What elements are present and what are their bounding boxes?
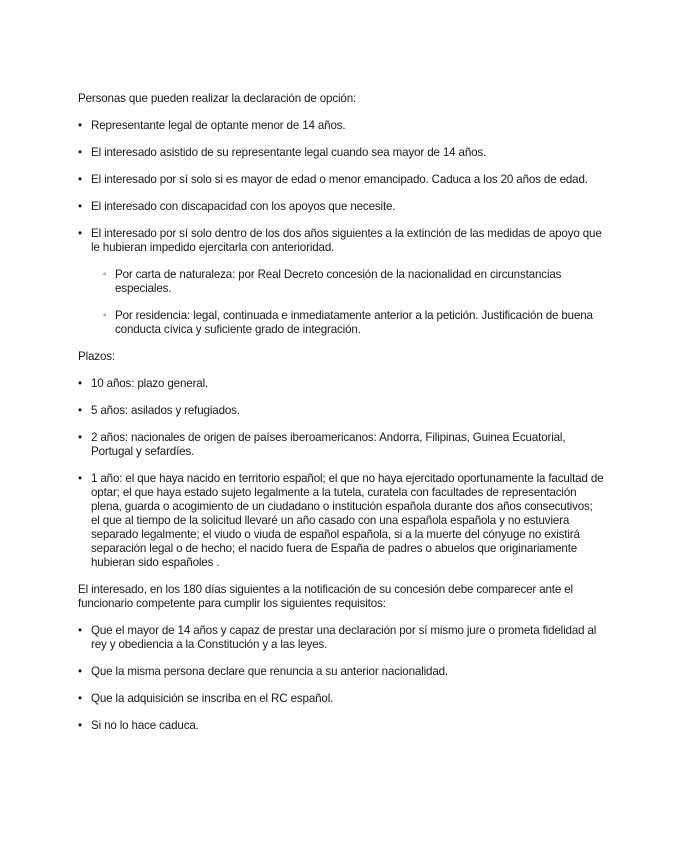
- circle-bullet-icon: ◦: [103, 310, 107, 321]
- list-item-text: Que el mayor de 14 años y capaz de prestar una declaración por sí mismo jure o prometa fidelidad al rey y obediencia a la Constitución y a las leyes.: [91, 624, 597, 651]
- document-body: [78, 92, 604, 746]
- plazos-list: [78, 377, 604, 570]
- bullet-icon: •: [78, 624, 82, 637]
- bullet-icon: •: [78, 146, 82, 159]
- list-item: [78, 431, 604, 459]
- sublist-item: [78, 268, 604, 296]
- list-item-text: Que la misma persona declare que renuncia a su anterior nacionalidad.: [91, 665, 449, 678]
- list-item-text: Que la adquisición se inscriba en el RC español.: [91, 692, 334, 705]
- list-item-text: 5 años: asilados y refugiados.: [91, 404, 240, 417]
- bullet-icon: •: [78, 200, 82, 213]
- list-item: [78, 227, 604, 255]
- list-item-text: Representante legal de optante menor de 14 años.: [91, 119, 346, 132]
- circle-bullet-icon: ◦: [103, 269, 107, 280]
- list-item: [78, 173, 604, 187]
- list-item: [78, 665, 604, 679]
- sublist-item-text: Por carta de naturaleza: por Real Decreto concesión de la nacionalidad en circunstancias especiales.: [115, 268, 562, 295]
- list-item: [78, 719, 604, 733]
- list-item: [78, 404, 604, 418]
- persons-sublist: [78, 268, 604, 337]
- bullet-icon: •: [78, 719, 82, 732]
- plazos-heading: Plazos:: [78, 350, 115, 363]
- list-item: [78, 692, 604, 706]
- list-item-text: 2 años: nacionales de origen de países iberoamericanos: Andorra, Filipinas, Guinea Ecuatorial, Portugal y sefardíes.: [91, 431, 566, 458]
- list-item: [78, 146, 604, 160]
- sublist-item: [78, 309, 604, 337]
- requisitos-intro: El interesado, en los 180 días siguientes a la notificación de su concesión debe comparecer ante el funcionario competente para cumplir los siguientes requisitos:: [78, 583, 573, 610]
- list-item-text: El interesado por sí solo dentro de los dos años siguientes a la extinción de las medidas de apoyo que le hubieran impedido ejercitarla con anterioridad.: [91, 227, 602, 254]
- sublist-item-text: Por residencia: legal, continuada e inmediatamente anterior a la petición. Justificación de buena conducta cívica y suficiente grado de integración.: [115, 309, 593, 336]
- bullet-icon: •: [78, 431, 82, 444]
- list-item: [78, 200, 604, 214]
- bullet-icon: •: [78, 404, 82, 417]
- bullet-icon: •: [78, 377, 82, 390]
- bullet-icon: •: [78, 227, 82, 240]
- list-item: [78, 624, 604, 652]
- intro-paragraph: Personas que pueden realizar la declaración de opción:: [78, 92, 357, 105]
- bullet-icon: •: [78, 173, 82, 186]
- list-item-text: El interesado por sí solo si es mayor de edad o menor emancipado. Caduca a los 20 años de edad.: [91, 173, 588, 186]
- requisitos-list: [78, 624, 604, 733]
- bullet-icon: •: [78, 119, 82, 132]
- list-item-text: 10 años: plazo general.: [91, 377, 209, 390]
- bullet-icon: •: [78, 692, 82, 705]
- list-item-text: El interesado con discapacidad con los apoyos que necesite.: [91, 200, 396, 213]
- list-item-text: El interesado asistido de su representante legal cuando sea mayor de 14 años.: [91, 146, 487, 159]
- list-item: [78, 119, 604, 133]
- list-item: [78, 377, 604, 391]
- bullet-icon: •: [78, 472, 82, 485]
- list-item-text: 1 año: el que haya nacido en territorio español; el que no haya ejercitado oportunamente la facultad de optar; el que haya estado sujeto legalmente a la tutela, curatela con facultades de representación plena, guarda o acogimiento de un ciudadano o institución española durante dos años consecutivos; el que al tiempo de la solicitud llevaré un año casado con una española española y no estuviera separado legalmente; el viudo o viuda de español española, si a la muerte del cónyuge no existirá separación legal o de hecho; el nacido fuera de España de padres o abuelos que originariamente hubieran sido españoles .: [91, 472, 604, 569]
- bullet-icon: •: [78, 665, 82, 678]
- list-item: [78, 472, 604, 570]
- list-item-text: Si no lo hace caduca.: [91, 719, 199, 732]
- persons-list: [78, 119, 604, 255]
